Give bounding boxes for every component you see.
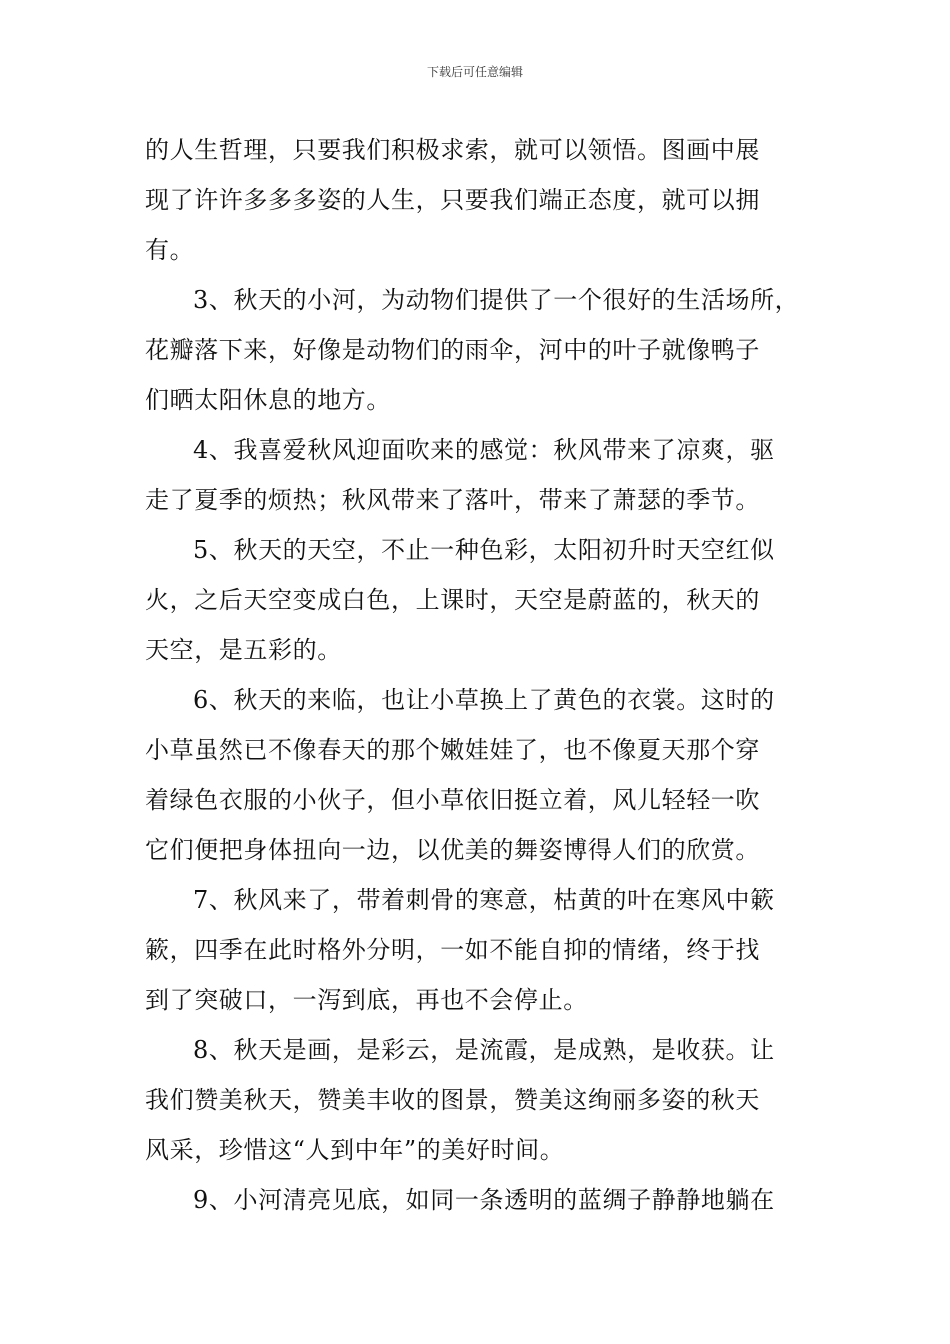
text-line: 风采，珍惜这“人到中年”的美好时间。 [145, 1136, 565, 1164]
document-body [145, 125, 810, 1225]
text-line: 现了许许多多多姿的人生，只要我们端正态度，就可以拥 [145, 186, 760, 214]
text-line: 9、小河清亮见底，如同一条透明的蓝绸子静静地躺在 [193, 1186, 775, 1214]
text-line: 7、秋风来了，带着刺骨的寒意，枯黄的叶在寒风中簌 [193, 886, 775, 914]
text-line: 着绿色衣服的小伙子，但小草依旧挺立着，风儿轻轻一吹 [145, 786, 760, 814]
text-line: 天空，是五彩的。 [145, 636, 342, 664]
page-header: 下载后可任意编辑 [426, 65, 523, 79]
text-line: 4、我喜爱秋风迎面吹来的感觉：秋风带来了凉爽，驱 [193, 436, 775, 464]
text-line: 们晒太阳休息的地方。 [145, 386, 391, 414]
text-line: 花瓣落下来，好像是动物们的雨伞，河中的叶子就像鸭子 [145, 336, 760, 364]
text-line: 3、秋天的小河，为动物们提供了一个很好的生活场所， [193, 286, 800, 314]
text-line: 到了突破口，一泻到底，再也不会停止。 [145, 986, 588, 1014]
text-line: 它们便把身体扭向一边，以优美的舞姿博得人们的欣赏。 [145, 836, 760, 864]
text-line: 6、秋天的来临，也让小草换上了黄色的衣裳。这时的 [193, 686, 775, 714]
text-line: 5、秋天的天空，不止一种色彩，太阳初升时天空红似 [193, 536, 775, 564]
text-line: 簌，四季在此时格外分明，一如不能自抑的情绪，终于找 [145, 936, 760, 964]
text-line: 的人生哲理，只要我们积极求索，就可以领悟。图画中展 [145, 136, 760, 164]
text-line: 走了夏季的烦热；秋风带来了落叶，带来了萧瑟的季节。 [145, 486, 760, 514]
text-line: 有。 [145, 236, 195, 264]
text-line: 火，之后天空变成白色，上课时，天空是蔚蓝的，秋天的 [145, 586, 760, 614]
text-line: 8、秋天是画，是彩云，是流霞，是成熟，是收获。让 [193, 1036, 775, 1064]
text-line: 小草虽然已不像春天的那个嫩娃娃了，也不像夏天那个穿 [145, 736, 760, 764]
text-line: 我们赞美秋天，赞美丰收的图景，赞美这绚丽多姿的秋天 [145, 1086, 760, 1114]
